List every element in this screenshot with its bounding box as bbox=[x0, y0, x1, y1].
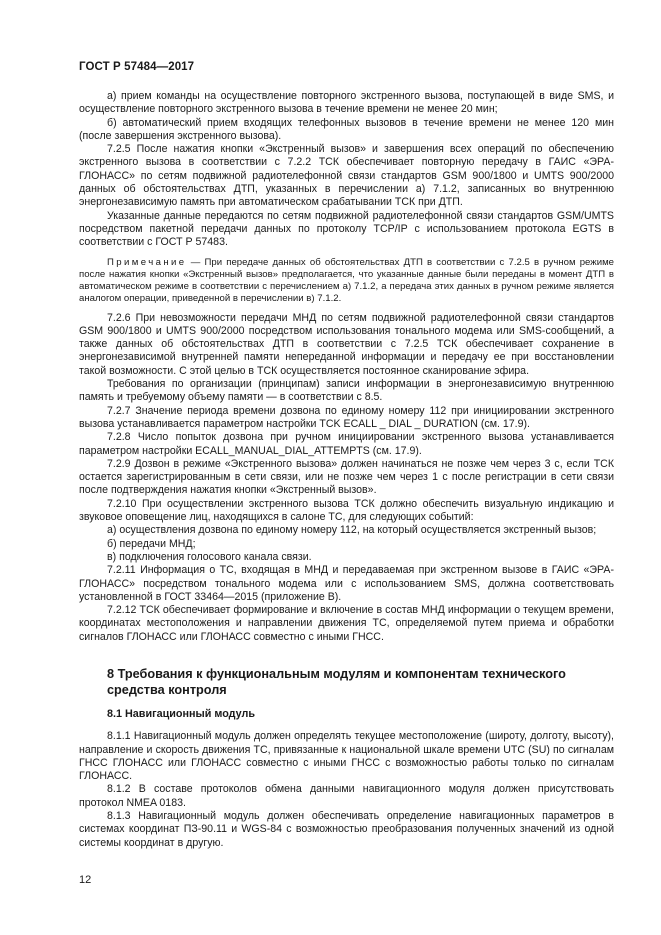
section-title: 8 Требования к функциональным модулям и компонентам технического средства контроля bbox=[107, 666, 566, 698]
clause-8-1-3: 8.1.3 Навигационный модуль должен обеспечивать определение навигационных параметров в системах координат ПЗ-90.11 и WGS-84 с возможностью преобразования полученных значений из одной системы координат в другую. bbox=[79, 810, 614, 849]
document-header: ГОСТ Р 57484—2017 bbox=[79, 61, 195, 73]
list-item-b: б) автоматический прием входящих телефонных вызовов в течение времени не менее 120 мин (после завершения экстренного вызова). bbox=[79, 116, 614, 142]
event-item-b: б) передачи МНД; bbox=[107, 537, 196, 550]
clause-7-2-6: 7.2.6 При невозможности передачи МНД по сетям подвижной радиотелефонной связи стандартов GSM 900/1800 и UMTS 900/2000 посредством использования тонального модема или SMS-сообщений, а также данных об обстоятельствах ДТП в соответствии с 7.2.5 ТСК обеспечивает сохранение в энергонезависимой внутренней памяти непереданной информации и передачу ее при восстановлении такой возможности. С этой целью в ТСК осуществляется постоянное сканирование эфира. bbox=[79, 311, 614, 377]
page-number: 12 bbox=[79, 874, 92, 886]
clause-7-2-9: 7.2.9 Дозвон в режиме «Экстренного вызова» должен начинаться не позже чем через 3 с, если ТСК остается зарегистрированным в сети связи, или не позже чем через 1 с после регистрации в сети связи после подтверждения нажатия кнопки «Экстренный вызов». bbox=[79, 457, 614, 497]
list-item-a: а) прием команды на осуществление повторного экстренного вызова, поступающей в виде SMS, и осуществление повторного экстренного вызова в течение времени не менее 20 мин; bbox=[79, 90, 614, 116]
clause-8-1-1: 8.1.1 Навигационный модуль должен определять текущее местоположение (широту, долготу, высоту), направление и скорость движения ТС, привязанные к национальной шкале времени UTC (SU) по сигналам ГНСС ГЛОНАСС или ГЛОНАСС совместно с иными ГНСС с возможностью работы только по сигналам ГЛОНАСС. bbox=[79, 730, 614, 783]
event-item-c: в) подключения голосового канала связи. bbox=[107, 550, 312, 563]
clause-7-2-10: 7.2.10 При осуществлении экстренного вызова ТСК должно обеспечить визуальную индикацию и звуковое оповещение лиц, находящихся в салоне ТС, для следующих событий: bbox=[79, 497, 614, 524]
subsection-title: 8.1 Навигационный модуль bbox=[107, 707, 255, 720]
clause-7-2-7: 7.2.7 Значение периода времени дозвона по единому номеру 112 при инициировании экстренного вызова устанавливается параметром настройки TCK ECALL _ DIAL _ DURATION (см. 17.9). bbox=[79, 404, 614, 430]
clause-7-2-5: 7.2.5 После нажатия кнопки «Экстренный вызов» и завершения всех операций по обеспечению экстренного вызова в соответствии с 7.2.2 ТСК обеспечивает повторную передачу в ГАИС «ЭРА-ГЛОНАСС» по сетям подвижной радиотелефонной связи стандартов GSM 900/1800 и UMTS 900/2000 данных об обстоятельствах ДТП, указанных в перечислении а) 7.1.2, записанных во внутреннюю энергонезависимую память при автоматическом срабатывании ТСК при ДТП. bbox=[79, 143, 614, 209]
clause-7-2-5-data: Указанные данные передаются по сетям подвижной радиотелефонной связи стандартов GSM/UMTS посредством пакетной передачи данных по протоколу TCP/IP с использованием протокола EGTS в соответствии с ГОСТ Р 57483. bbox=[79, 209, 614, 249]
clause-8-1-2: 8.1.2 В составе протоколов обмена данными навигационного модуля должен присутствовать протокол NMEA 0183. bbox=[79, 783, 614, 809]
memory-requirements: Требования по организации (принципам) записи информации в энергонезависимую внутреннюю память и требуемому объему памяти — в соответствии с 8.5. bbox=[79, 378, 614, 404]
note-text: — При передаче данных об обстоятельствах ДТП в соответствии с 7.2.5 в ручном режиме после нажатия кнопки «Экстренный вызов» предполагается, что указанные данные были переданы в момент ДТП в автоматическом режиме в соответствии с перечислением а) 7.1.2, а передача этих данных в ручном режиме является аналогом операции, приведенной в перечислении в) 7.1.2. bbox=[79, 256, 614, 304]
note-label: Примечание bbox=[107, 256, 187, 268]
clause-7-2-12: 7.2.12 ТСК обеспечивает формирование и включение в состав МНД информации о текущем времени, координатах местоположения и направлении движения ТС, определяемой путем приема и обработки сигналов ГЛОНАСС или ГЛОНАСС совместно с иными ГНСС. bbox=[79, 604, 614, 643]
note bbox=[79, 257, 614, 305]
clause-7-2-11: 7.2.11 Информация о ТС, входящая в МНД и передаваемая при экстренном вызове в ГАИС «ЭРА-ГЛОНАСС» посредством тонального модема или с использованием SMS, должна соответствовать установленной в ГОСТ 33464—2015 (приложение В). bbox=[79, 564, 614, 603]
document-body bbox=[79, 90, 614, 850]
event-item-a: а) осуществления дозвона по единому номеру 112, на который осуществляется экстренный вызов; bbox=[107, 524, 597, 537]
clause-7-2-8: 7.2.8 Число попыток дозвона при ручном инициировании экстренного вызова устанавливается параметром настройки ECALL_MANUAL_DIAL_ATTEMPTS (см. 17.9). bbox=[79, 431, 614, 457]
